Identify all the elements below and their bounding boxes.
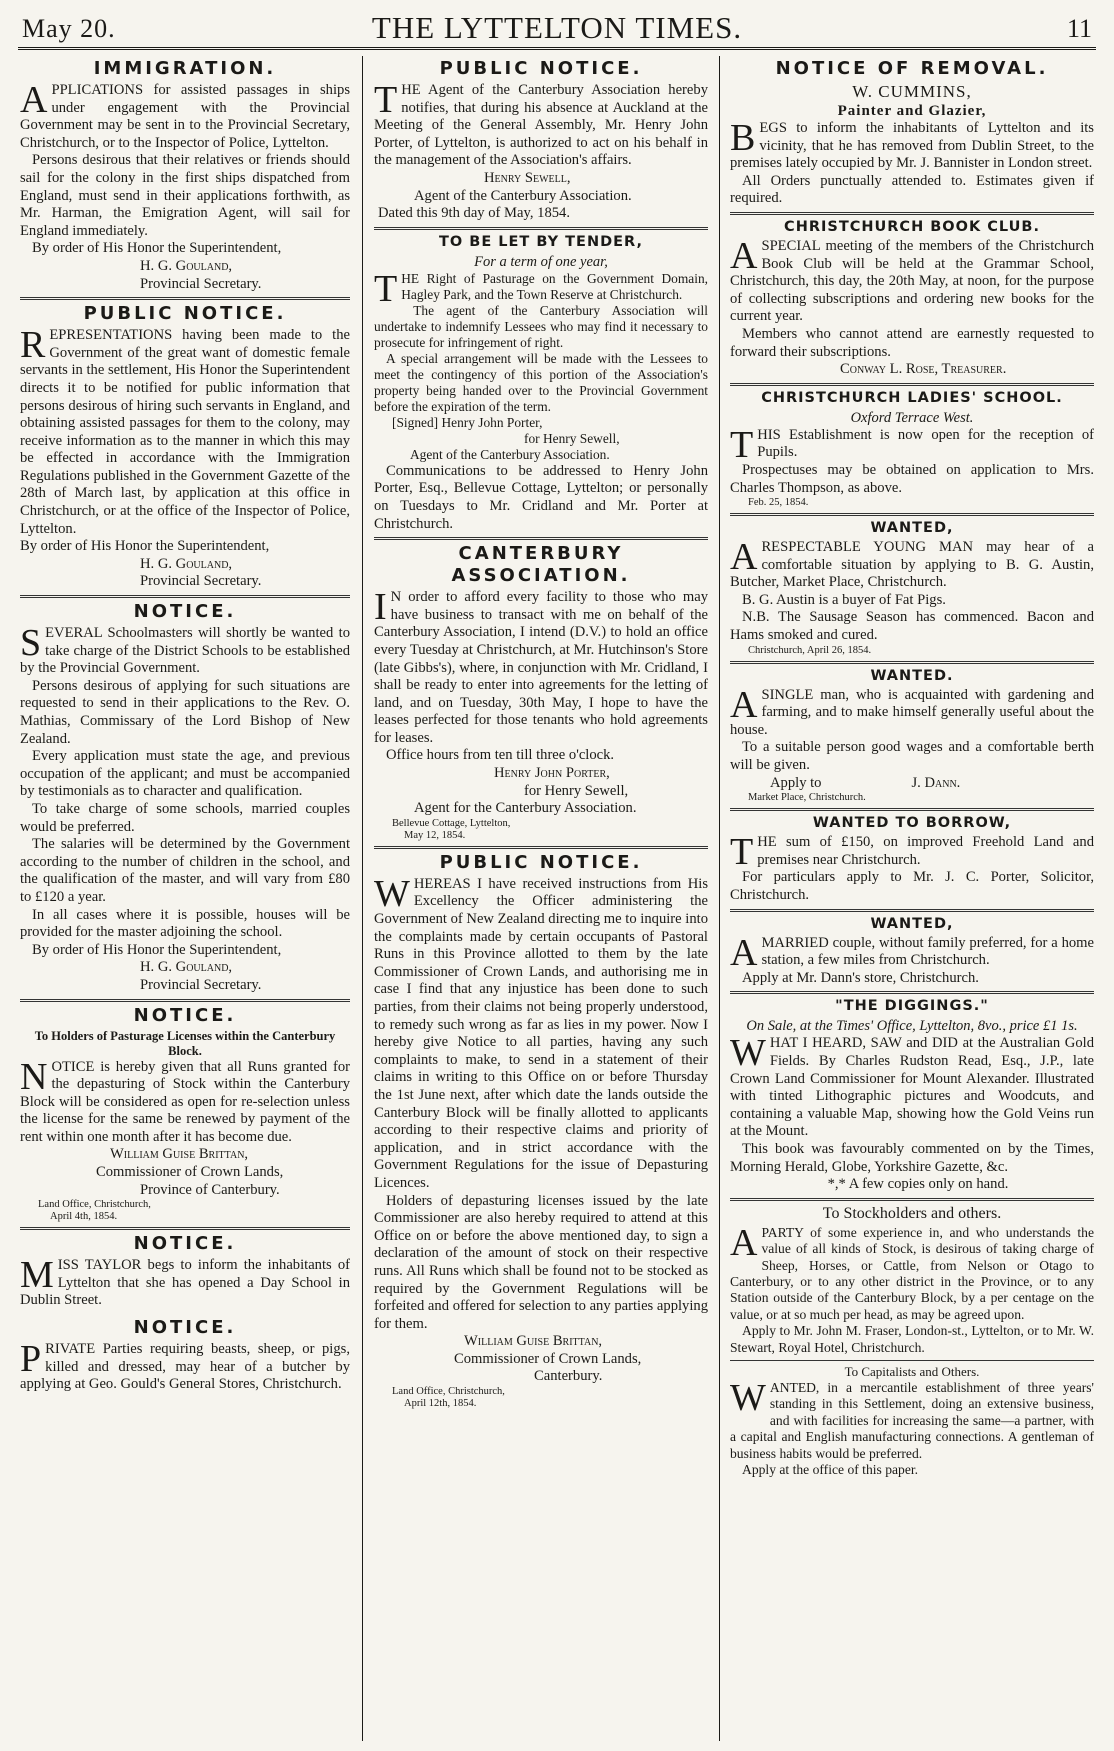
ad-date: Dated this 9th day of May, 1854. (378, 205, 570, 222)
ad-heading: WANTED. (870, 667, 954, 684)
signature-title: Provincial Secretary. (140, 573, 262, 590)
apply-label: Apply to (770, 774, 822, 791)
ad-text: Apply at the office of this paper. (742, 1462, 919, 1477)
ad-wanted-couple (730, 915, 1094, 995)
ad-text: OTICE is hereby given that all Runs granted for the depasturing of Stock within the Canterbury Block will be considered as open for re-selection unless the license for the same be renewed by payment of the rent within one month after it has become due. (20, 1058, 350, 1145)
ad-text: N.B. The Sausage Season has commenced. Bacon and Hams smoked and cured. (730, 609, 1094, 644)
ad-heading: PUBLIC NOTICE. (83, 303, 287, 325)
drop-cap: W (730, 1376, 766, 1419)
column-divider (362, 56, 363, 1741)
column-divider (719, 56, 720, 1741)
ad-heading: To Capitalists and Others. (844, 1363, 980, 1379)
drop-cap: R (20, 324, 46, 367)
drop-cap: T (374, 79, 398, 121)
signature: [Signed] Henry John Porter, (392, 414, 543, 430)
ad-text: In all cases where it is possible, houses will be provided for the master adjoining the school. (20, 906, 350, 941)
advertiser-name: W. CUMMINS, (852, 82, 972, 101)
page-number: 11 (1066, 14, 1092, 43)
ad-footnote: Land Office, Christchurch, (38, 1199, 151, 1211)
signature-title: Canterbury. (534, 1368, 603, 1385)
ad-wanted-single-man (730, 667, 1094, 812)
signature: William Guise Brittan, (464, 1333, 603, 1350)
ad-text: Holders of depasturing licenses issued by the late Commissioner are also hereby required to attend at this Office on or before the above mentioned day, to sign a declaration of the amount of stock on their respective runs. All Runs which shall be found not to be stocked as required by the Government Regulations will be forfeited and offered for selection to any parties applying for them. (374, 1192, 708, 1332)
ad-heading: CHRISTCHURCH BOOK CLUB. (784, 218, 1040, 235)
ad-text: ANTED, in a mercantile establishment of three years' standing in this Settlement, doing an extensive business, and with facilities for increasing the same—a partner, with a capital and English manufacturing connections. A gentleman of business habits would be preferred. (730, 1379, 1094, 1461)
column-right (730, 56, 1094, 1485)
ad-text: B. G. Austin is a buyer of Fat Pigs. (742, 591, 946, 608)
ad-text: N order to afford every facility to those who may have business to transact with me on behalf of the Canterbury Association, I intend (D.V.) to hold an office every Tuesday at Christchurch, at Mr. Hutchinson's Store (late Gibbs's), where, in conjunction with Mr. Cridland, I shall be ready to enter into agreements for the letting of land, and on Tuesday, 30th May, I hope to have the leases perfected for those tenants who hold agreements for leases. (374, 589, 708, 746)
ad-text: HEREAS I have received instructions from His Excellency the Officer administering the Government of New Zealand directing me to inquire into the complaints made by certain occupants of Pastoral Runs in this Province allotted to them by the late Commissioner of Crown Lands, and authorising me in case I find that any injustice has been done to such parties, from their claims not being properly understood, to remedy such wrong as far as lies in my power. Now I hereby give Notice to all parties, having any such complaints to make, to send in a statement of their claims in writing to this Office on or before Thursday the 1st June next, after which date the lands outside the Canterbury Block will be finally allotted to applicants according to their respective claims and priority of application, and in strict accordance with the Government Regulations for the issue of Depasturing Licences. (374, 875, 708, 1191)
ad-text: To a suitable person good wages and a comfortable berth will be given. (730, 739, 1094, 774)
signature-title: Provincial Secretary. (140, 275, 262, 292)
drop-cap: T (730, 831, 754, 874)
ad-text: By order of His Honor the Superintendent, (32, 240, 282, 257)
signature-title: Agent for the Canterbury Association. (414, 800, 637, 817)
ad-notice-pasturage (20, 1005, 350, 1231)
drop-cap: T (374, 267, 398, 310)
ad-text: To take charge of some schools, married couples would be preferred. (20, 800, 350, 835)
drop-cap: A (730, 536, 758, 579)
ad-heading: PUBLIC NOTICE. (439, 851, 643, 873)
ad-heading: CANTERBURY ASSOCIATION. (451, 543, 631, 587)
ad-subheading: To Holders of Pasturage Licenses within the Canterbury Block. (34, 1028, 336, 1058)
signature: for Henry Sewell, (524, 782, 629, 799)
ad-text: By order of His Honor the Superintendent, (20, 538, 270, 555)
ad-text: This book was favourably commented on by the Times, Morning Herald, Globe, Yorkshire Gazette, &c. (730, 1140, 1094, 1175)
ad-text: MARRIED couple, without family preferred, for a home station, a few miles from Christchurch. (761, 934, 1094, 969)
ad-text: RIVATE Parties requiring beasts, sheep, or pigs, killed and dressed, may hear of a butcher by applying at Geo. Gould's General Stores, Christchurch. (20, 1341, 350, 1393)
ad-wanted-young-man (730, 519, 1094, 664)
masthead-rule (18, 47, 1096, 50)
masthead-date: May 20. (22, 14, 116, 43)
signature: H. G. Gouland, (140, 555, 233, 572)
ad-text: Prospectuses may be obtained on application to Mrs. Charles Thompson, as above. (730, 461, 1094, 496)
ad-text: RESPECTABLE YOUNG MAN may hear of a comfortable situation by applying to B. G. Austin, Butcher, Market Place, Christchurch. (730, 539, 1094, 591)
ad-subheading: For a term of one year, (474, 253, 608, 270)
ad-capitalists (730, 1364, 1094, 1482)
ad-text: Persons desirous that their relatives or friends should sail for the colony in the first ships dispatched from England, must send in their applications forthwith, as Mr. Harman, the Emigration Agent, will sail for England immediately. (20, 152, 350, 239)
drop-cap: A (730, 234, 758, 277)
ad-text: SPECIAL meeting of the members of the Christchurch Book Club will be held at the Grammar School, Christchurch, this day, the 20th May, at noon, for the purpose of collecting subscriptions and ordering new books for the current year. (730, 237, 1094, 325)
drop-cap: A (20, 79, 48, 121)
drop-cap: N (20, 1055, 48, 1098)
ad-text: HAT I HEARD, SAW and DID at the Australian Gold Fields. By Charles Rudston Read, Esq., J.P., late Crown Land Commissioner for Mount Alexander. Illustrated with tinted Lithographic pictures and Woodcuts, and containing a valuable Map, showing how the Gold Veins run at the Mount. (730, 1035, 1094, 1140)
ad-text: Office hours from ten till three o'clock. (386, 747, 615, 764)
ad-text: PPLICATIONS for assisted passages in ships under engagement with the Provincial Government may be sent in to the Provincial Secretary, Christchurch, or to the Inspector of Police, Lyttelton. (20, 82, 350, 151)
ad-text: HIS Establishment is now open for the reception of Pupils. (757, 426, 1094, 461)
ad-heading: WANTED, (870, 915, 954, 932)
drop-cap: W (374, 872, 410, 915)
ad-text: HE sum of £150, on improved Freehold Land and premises near Christchurch. (757, 834, 1094, 868)
column-left (20, 56, 350, 1401)
ad-public-notice (20, 303, 350, 598)
ad-subheading: Oxford Terrace West. (850, 409, 974, 426)
ad-heading: WANTED TO BORROW, (812, 815, 1012, 832)
ad-heading: "THE DIGGINGS." (835, 998, 989, 1015)
ad-text: HE Right of Pasturage on the Government Domain, Hagley Park, and the Town Reserve at Christchurch. (401, 270, 708, 302)
ad-notice-schools (20, 601, 350, 1001)
ad-text: Persons desirous of applying for such situations are requested to send in their applications to the Rev. O. Mathias, Commissary of the Lord Bishop of New Zealand. (20, 677, 350, 747)
ad-footnote: Bellevue Cottage, Lyttelton, (392, 817, 511, 829)
ad-date: Feb. 25, 1854. (748, 497, 809, 509)
signature-title: Agent of the Canterbury Association. (410, 446, 610, 462)
ad-ladies-school (730, 389, 1094, 516)
ad-text: *,* A few copies only on hand. (827, 1176, 1009, 1193)
signature-title: Provincial Secretary. (140, 976, 262, 993)
ad-runs-notice (374, 852, 708, 1414)
ad-text: Apply at Mr. Dann's store, Christchurch. (742, 969, 979, 986)
ad-text: For particulars apply to Mr. J. C. Porter, Solicitor, Christchurch. (730, 869, 1094, 903)
ad-text: EGS to inform the inhabitants of Lyttelton and its vicinity, that he has removed from Dublin Street, to the premises lately occupied by Mr. J. Bannister in London street. (730, 120, 1094, 172)
ad-heading: TO BE LET BY TENDER, (439, 233, 643, 250)
ad-text: The agent of the Canterbury Association will undertake to indemnify Lessees who may find it necessary to prosecute for infringement of right. (374, 302, 708, 350)
ad-heading: NOTICE. (133, 1233, 237, 1255)
ad-text: HE Agent of the Canterbury Association hereby notifies, that during his absence at Auckland at the Meeting of the General Assembly, Mr. Henry John Porter, of Lyttelton, is authorized to act on his behalf in the management of the Association's affairs. (374, 82, 708, 169)
ad-heading: NOTICE. (133, 1317, 237, 1339)
drop-cap: A (730, 931, 758, 974)
ad-stockholders (730, 1204, 1094, 1361)
ad-tender (374, 233, 708, 540)
ad-text: Every application must state the age, and previous occupation of the applicant; and must be accompanied by testimonials as to character and qualification. (20, 748, 350, 800)
ad-text: All Orders punctually attended to. Estimates given if required. (730, 172, 1094, 207)
ad-text: Apply to Mr. John M. Fraser, London-st., Lyttelton, or to Mr. W. Stewart, Royal Hotel, Christchurch. (730, 1323, 1094, 1355)
ad-heading: IMMIGRATION. (93, 58, 277, 79)
signature-title: Commissioner of Crown Lands, (454, 1350, 642, 1367)
ad-text: The salaries will be determined by the Government according to the number of children in the school, and the qualification of the master, and will vary from £80 to £120 a year. (20, 836, 350, 905)
ad-diggings (730, 997, 1094, 1200)
signature: H. G. Gouland, (140, 959, 233, 976)
ad-heading: NOTICE. (133, 601, 237, 623)
drop-cap: S (20, 622, 42, 665)
signature: H. G. Gouland, (140, 257, 233, 274)
ad-text: A special arrangement will be made with the Lessees to meet the contingency of this portion of the Association's property being handed over to the Provincial Government before the expiration of the term. (374, 350, 708, 414)
drop-cap: I (374, 586, 387, 629)
drop-cap: A (730, 1221, 758, 1264)
advertiser-trade: Painter and Glazier, (837, 103, 987, 119)
ad-footnote: April 12th, 1854. (404, 1398, 477, 1410)
ad-footnote: Land Office, Christchurch, (392, 1386, 505, 1398)
ad-agent-notice (374, 58, 708, 230)
ad-text: SINGLE man, who is acquainted with gardening and farming, and to make himself generally useful about the house. (730, 686, 1094, 738)
drop-cap: W (730, 1032, 766, 1075)
ad-footnote: Market Place, Christchurch. (748, 792, 866, 804)
ad-heading: CHRISTCHURCH LADIES' SCHOOL. (761, 389, 1063, 406)
ad-notice-taylor (20, 1233, 350, 1314)
ad-footnote: April 4th, 1854. (50, 1211, 118, 1223)
ad-footnote: May 12, 1854. (404, 829, 466, 841)
ad-text: PARTY of some experience in, and who understands the value of all kinds of Stock, is desirous of taking charge of Sheep, Horses, or Cattle, from Nelson or Otago to Canterbury, or to any other district in the Province, or to any Station outside of the Canterbury Block, by a per centage on the value, or at so much per head, as may be agreed upon. (730, 1224, 1094, 1322)
drop-cap: M (20, 1254, 54, 1297)
drop-cap: B (730, 117, 756, 159)
ad-text: Members who cannot attend are earnestly requested to forward their subscriptions. (730, 325, 1094, 360)
ad-heading: WANTED, (870, 520, 954, 537)
signature: William Guise Brittan, (110, 1146, 249, 1163)
ad-heading: To Stockholders and others. (822, 1204, 1002, 1222)
ad-date: Christchurch, April 26, 1854. (748, 644, 872, 656)
column-middle (374, 56, 708, 1417)
signature-title: Province of Canterbury. (140, 1181, 280, 1198)
ad-subheading: On Sale, at the Times' Office, Lyttelton, 8vo., price £1 1s. (746, 1018, 1078, 1035)
ad-notice-private (20, 1317, 350, 1398)
ad-text: By order of His Honor the Superintendent, (32, 941, 282, 958)
ad-immigration (20, 58, 350, 300)
signature: for Henry Sewell, (524, 430, 620, 446)
ad-removal (730, 58, 1094, 215)
ad-text: EPRESENTATIONS having been made to the Government of the great want of domestic female servants in the settlement, His Honor the Superintendent directs it to be notified for public information that persons desirous of hiring such servants in England, and obtaining assisted passages for them to the colony, may receive information as to the manner in which this may be effected in accordance with the Immigration Regulations published in the Government Gazette of the 28th of March last, by application at this office in Christchurch, or at the office of the Inspector of Police, Lyttelton. (20, 327, 350, 537)
signature-title: Agent of the Canterbury Association. (414, 187, 632, 204)
masthead-title: THE LYTTELTON TIMES. (371, 10, 743, 45)
ad-heading: NOTICE. (133, 1004, 237, 1026)
signature: Henry John Porter, (494, 765, 610, 782)
signature: Henry Sewell, (484, 169, 571, 186)
ad-heading: NOTICE OF REMOVAL. (775, 58, 1049, 79)
signature: Conway L. Rose, Treasurer. (840, 361, 1007, 378)
ad-text: EVERAL Schoolmasters will shortly be wanted to take charge of the District Schools to be established by the Provincial Government. (20, 625, 350, 677)
drop-cap: P (20, 1338, 42, 1381)
drop-cap: T (730, 423, 754, 466)
signature-title: Commissioner of Crown Lands, (96, 1164, 284, 1181)
drop-cap: A (730, 683, 758, 726)
ad-wanted-to-borrow (730, 814, 1094, 911)
ad-canterbury-association (374, 543, 708, 849)
ad-book-club (730, 218, 1094, 386)
ad-heading: PUBLIC NOTICE. (439, 58, 643, 79)
masthead (22, 6, 1092, 46)
ad-text: Communications to be addressed to Henry John Porter, Esq., Bellevue Cottage, Lyttelton; or personally on Tuesdays to Mr. Cridland and Mr. Porter at Christchurch. (374, 462, 708, 532)
signature: J. Dann. (911, 774, 961, 791)
ad-text: ISS TAYLOR begs to inform the inhabitants of Lyttelton that she has opened a Day School in Dublin Street. (20, 1257, 350, 1309)
